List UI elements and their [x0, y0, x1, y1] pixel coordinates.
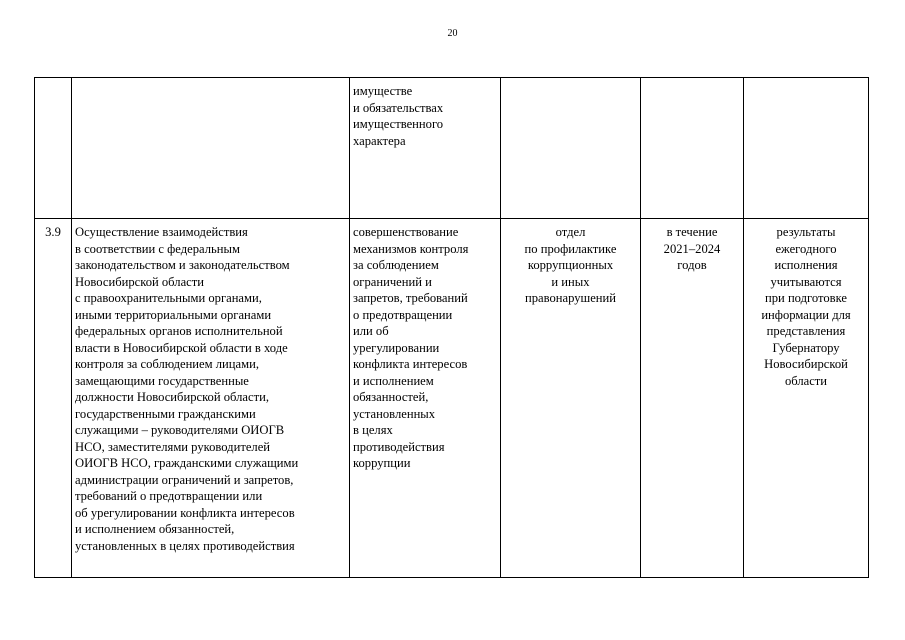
table-row	[35, 219, 869, 578]
cell-result	[744, 78, 869, 219]
page-number: 20	[447, 28, 458, 39]
cell-measure	[72, 78, 350, 219]
cell-measure: Осуществление взаимодействия в соответствии с федеральным законодательством и законодательством Новосибирской области с правоохранительными органами, иными территориальными органами федеральных органов исполнительной власти в Новосибирской области в ходе контроля за соблюдением лицами, замещающими государственные должности Новосибирской области, государственными гражданскими служащими – руководителями ОИОГВ НСО, заместителями руководителей ОИОГВ НСО, гражданскими служащими администрации ограничений и запретов, требований о предотвращении или об урегулировании конфликта интересов и исполнением обязанностей, установленных в целях противодействия	[72, 219, 350, 578]
cell-deadline	[641, 78, 744, 219]
cell-deadline: в течение 2021–2024 годов	[641, 219, 744, 578]
cell-goal: совершенствование механизмов контроля за соблюдением ограничений и запретов, требований о предотвращении или об урегулировании конфликта интересов и исполнением обязанностей, установленных в целях противодействия коррупции	[350, 219, 501, 578]
cell-responsible: отдел по профилактике коррупционных и иных правонарушений	[501, 219, 641, 578]
measures-table	[34, 77, 869, 578]
table-row	[35, 78, 869, 219]
cell-responsible	[501, 78, 641, 219]
cell-goal: имуществе и обязательствах имущественного характера	[350, 78, 501, 219]
cell-number: 3.9	[35, 219, 72, 578]
cell-number	[35, 78, 72, 219]
cell-result: результаты ежегодного исполнения учитываются при подготовке информации для представления Губернатору Новосибирской области	[744, 219, 869, 578]
